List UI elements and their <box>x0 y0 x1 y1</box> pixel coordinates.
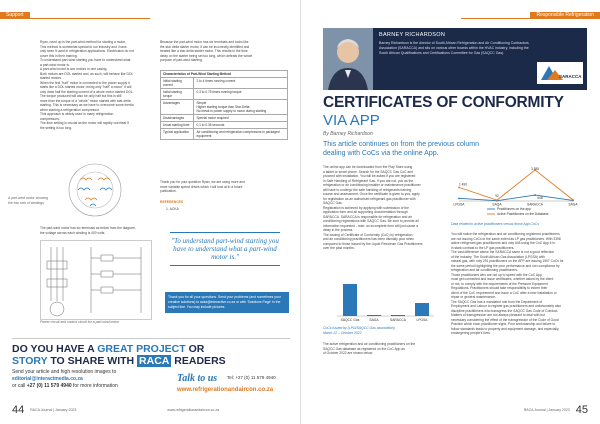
left-col2-line: Because the part-wind motor has six terminals and looks like <box>160 40 249 44</box>
right-col2-line: natural gas, with only 291 practitioners on the APP are issuing 1597 CoCs for <box>451 259 564 263</box>
bar-saga <box>367 315 381 316</box>
right-col2-line: repair or general maintenance. <box>451 295 496 299</box>
references-list: 1. ACKA <box>166 207 179 211</box>
right-col2-line: Matters of transgression are not always pleasant to deal with but <box>451 313 546 317</box>
right-col2-line: or not, to comply with the requirements of the Pressure Equipment <box>451 281 548 286</box>
ad-line2-b: TO SHARE WITH <box>47 355 138 367</box>
legend-label: Active Practitioners on the Database <box>497 212 549 216</box>
questions-box <box>165 292 289 313</box>
left-col1-line: cover this in their training. <box>40 53 78 58</box>
author-photo-svg <box>323 28 373 90</box>
right-col2-line: Regulations. Practitioners should take responsibility to inform their <box>451 286 548 290</box>
right-col1-line: The issuing of Certificate of Conformity (CoC) by refrigeration <box>323 232 413 237</box>
table-row-label: Usual starting time <box>161 122 194 129</box>
right-col2-line: must get connected and issue certificates, whether asked by the client <box>451 277 554 281</box>
ad-line2-d: READERS <box>171 355 226 367</box>
ad-body2-a: or call <box>12 383 27 389</box>
table-row <box>161 115 288 122</box>
right-section-tag <box>530 12 600 19</box>
right-col2-line: follow standards leads to property and equipment damage, and especially, <box>451 326 560 331</box>
saracca-logo-svg <box>537 62 583 84</box>
line-chart <box>451 165 581 221</box>
wire-caption-line: the voltage across each winding is 400 volts. <box>40 230 106 235</box>
left-col1-line: A part-wind motor is two motors in one casing. <box>40 67 108 71</box>
right-col1-end <box>323 342 438 356</box>
references-heading: REFERENCES <box>160 200 184 204</box>
bar-chart-svg <box>331 278 436 324</box>
ad-line1-b: GREAT PROJECT <box>97 343 186 355</box>
right-col2-text <box>451 232 593 336</box>
ad-body1: Send your article and high resolution images to <box>12 369 117 375</box>
bar-tick-label: LPGSA <box>416 318 428 322</box>
thanks-line: publication. <box>160 189 177 193</box>
left-col1-line: started motors. <box>40 76 62 80</box>
right-col1-line: information requested - note: an incomplete form will just cause a <box>323 223 419 228</box>
right-col1-line: SARACCA. SARACCA is responsible for refrigeration and air <box>323 214 412 219</box>
bar-chart <box>331 278 436 324</box>
left-col2-line: treated like a star-delta starter motor. This results in the time <box>160 49 248 53</box>
series-point <box>458 197 460 199</box>
series-point <box>534 194 536 196</box>
left-col2-line: delay on the starter being set too long, which defeats the whole <box>160 53 253 58</box>
characteristics-table <box>160 70 288 140</box>
left-col1-line: a part-wind motor is. <box>40 62 70 67</box>
right-col1-line: SAQCC Gas. <box>323 201 343 205</box>
ad-headline <box>12 343 226 367</box>
author-name: BARNEY RICHARDSON <box>379 32 446 38</box>
left-col2-text <box>160 40 288 63</box>
wire-caption-line: The part-wind motor has six terminals as below from the diagram, <box>40 226 136 230</box>
right-col1-line: conditioning registrations with SAQCC Gas. Be sure to provide all <box>323 219 419 223</box>
table-row <box>161 122 288 129</box>
right-col2-line: are not issuing CoCs to the same extent as LP gas practitioners. With 3398 <box>451 236 561 241</box>
table-title: Characteristics of Part-Wind Starting Method <box>161 71 288 78</box>
author-bio: Barney Richardson is the director of South African Refrigeration and Air Conditioning Contractors Association (SARACCA) and sits on various other boards within the HVAC industry, including the South African Qualifications and Certifications Committee for Gas (SAQCC Gas). <box>379 41 529 55</box>
ad-phone: +27 (0) 11 579 4940 <box>26 383 72 389</box>
right-page-number: 45 <box>575 404 588 416</box>
ad-line2-a: STORY <box>12 355 48 367</box>
table-row-value: 0.3 to 0.75 times running torque <box>194 89 288 100</box>
table <box>160 70 288 140</box>
right-col2-line: Practice which each practitioner signs. Poor workmanship and failure to <box>451 322 556 326</box>
left-col1-line: starts like a DOL started motor; being only "half" a motor" it will <box>40 85 132 89</box>
table-row-value: Simple Higher starting torque than Star-Delta No break in power supply to motor during starting <box>194 100 288 115</box>
line-data-label: 648 <box>537 196 543 201</box>
series-line-1 <box>459 195 573 201</box>
table-row-label: Initial starting current <box>161 78 194 89</box>
author-box <box>323 28 587 90</box>
right-col2-line: discipline practitioners who transgress the SAQCC Gas Code of Conduct. <box>451 308 559 313</box>
left-footer-text: RACA Journal | January 2023 <box>30 408 77 412</box>
table-row-label: Advantages <box>161 100 194 115</box>
ad-site[interactable]: www.refrigerationandaircon.co.za <box>177 387 274 393</box>
right-col1-line: delay in the process. <box>323 228 354 232</box>
right-col1-line: over the past months. <box>323 246 355 250</box>
author-photo <box>323 28 373 90</box>
table-row-value: 2 to 4 times running current <box>194 78 288 89</box>
series-point <box>458 186 460 188</box>
table-row-label: Typical application <box>161 129 194 140</box>
saracca-logo-text: SARACCA <box>559 74 582 79</box>
left-col2-line: purpose of part-wind starting. <box>160 58 203 62</box>
line-chart-svg <box>451 165 581 221</box>
left-col1-line: starting. This is necessary as we have to overcome some inertia <box>40 103 134 107</box>
right-col2-line: necessary considering the effect of the transgression of the Code of Good <box>451 317 559 322</box>
table-row <box>161 100 288 115</box>
standfirst: This article continues on from the previous column dealing with CoCs via the online App. <box>323 141 480 157</box>
line-data-label: 1 490 <box>459 182 467 187</box>
right-col1-line: compared to those issued by the Liquid Petroleum Gas Practitioners <box>323 241 423 246</box>
line-data-label: 3 398 <box>531 167 539 171</box>
right-col1-line: a tablet or smart phone. Search for the SAQCC Gas CoC and <box>323 169 413 174</box>
right-col1-line: Registration is achieved by applying with submission of the <box>323 205 409 210</box>
byline: By Barney Richardson <box>323 131 373 137</box>
section-tag-label: Support <box>0 12 30 19</box>
right-col1-end-line: of October 2022 are shown below. <box>323 351 374 355</box>
motor-windings-svg <box>40 160 150 220</box>
left-col1-line: compressors. <box>40 116 60 121</box>
left-footer <box>12 404 219 416</box>
right-col2-line: The SAQCC Gas has a mandated role from the Department of <box>451 299 543 304</box>
table-row <box>161 89 288 100</box>
right-page <box>300 0 600 424</box>
bar-tick-label: SARACCA <box>390 318 406 322</box>
legend-label: Practitioners on the app <box>497 207 531 211</box>
right-col1-text <box>323 165 438 251</box>
right-col2-line: active refrigerant gas practitioners and only 648 using the CoC App it is <box>451 241 555 245</box>
line-tick-label: SARACCA <box>527 202 543 207</box>
right-col2-line: Employment and Labour to register gas practitioners and unfortunately also <box>451 304 561 308</box>
line-tick-label: SAQA <box>492 202 502 207</box>
bar-tick-label: SAQCC Gas <box>340 318 360 322</box>
series-line-2 <box>459 170 573 200</box>
right-col1-line: will have to undergo the safe handling of refrigerants training <box>323 187 412 192</box>
right-col1-end-line: SAQCC Gas database as registered on the CoC App as <box>323 346 405 351</box>
right-col1-line: application form and all supporting documentation through <box>323 210 408 214</box>
bar-tick-label: SAGA <box>369 318 379 322</box>
right-col1-line: refrigeration or air conditioning installer or maintenance practitioner <box>323 183 421 187</box>
right-col2-line: The vast difference above the SARACCA same is not a good reflection <box>451 250 555 254</box>
ad-line2-logo: RACA <box>139 355 170 367</box>
right-col1-line: course and assessment. Once the certificate is given to you, apply <box>323 192 420 196</box>
right-col2-line: in stark contrast to the LP gas practitioners. <box>451 245 515 250</box>
right-col1-line: in Safe Handling of Refrigerant Gas. If you are not, you as the <box>323 178 414 183</box>
right-footer-text: RACA Journal | January 2023 <box>523 408 570 412</box>
right-col2-line: endangering people's lives. <box>451 331 491 335</box>
ad-body2-b: for more information <box>71 383 118 389</box>
table-row <box>161 78 288 89</box>
left-col1-line: To understand part-wind starting you have to understand what <box>40 58 131 62</box>
table-row-label: Initial starting torque <box>161 89 194 100</box>
ad-talk: Talk to us <box>177 373 218 384</box>
table-row-value: Special motor required <box>194 115 288 122</box>
series-point <box>572 199 574 201</box>
left-footer-url: www.refrigerationandaircon.co.za <box>167 408 220 412</box>
headline-sub: VIA APP <box>323 112 380 129</box>
ad-body <box>12 369 162 390</box>
questions-box-text: Thank you for all your questions. Send your problems (and sometimes your creative solutions) to acka@interactive.co.za or with 'Solutions Page' in the subject line. You may include pictures. <box>168 295 281 309</box>
left-col1-line: only draw half the starting current of a whole motor started DOL. <box>40 89 134 94</box>
right-col2-line: refrigeration and air conditioning practitioners. <box>451 268 518 272</box>
thanks-line: Thank you for your question Ryan, we are using more and <box>160 180 245 184</box>
ad-line1-c: OR <box>185 343 205 355</box>
table-row-label: Disadvantages <box>161 115 194 122</box>
thanks-line: more variable speed drives which I will look at in a future <box>160 184 243 189</box>
bar-saracca <box>391 315 405 316</box>
circuit-svg <box>41 241 151 319</box>
line-caption: Data related to active practitioners versus those App CoCs <box>451 222 539 226</box>
circuit-caption: Power circuit and control circuit for a part-wind motor <box>40 320 120 324</box>
right-col2-line: client of the CoC requirement and issue a CoC after a new installation or <box>451 290 557 295</box>
pull-quote: "To understand part-wind starting you have to understand what a part-wind motor is." <box>170 232 280 266</box>
right-col1-line: proceed with installation. You will be asked if you are registered <box>323 174 416 178</box>
circuit-diagram <box>40 240 152 320</box>
tag-rule <box>0 18 150 19</box>
table-row <box>161 129 288 140</box>
left-col2-line: the star delta starter motor, it can be incorrectly identified and <box>160 44 250 49</box>
right-col2-line: You will notice the refrigeration and air conditioning registered practitioners <box>451 232 560 236</box>
thanks-text <box>160 180 288 194</box>
bar-caption-2: March 22 – October 2022 <box>323 331 362 335</box>
table-row-value: Air conditioning and refrigeration compressors in packaged equipment <box>194 129 288 140</box>
headline: CERTIFICATES OF CONFORMITY <box>323 94 564 111</box>
left-col1-line: Ryan, need up is the part-wind method for starting a motor. <box>40 40 126 44</box>
left-col1-line: This approach is widely used in many refrigeration <box>40 112 114 116</box>
left-col1-text <box>40 40 150 130</box>
right-col1-line: for registration as an authorised refrigerant gas practitioner with <box>323 196 416 201</box>
right-footer <box>524 404 588 416</box>
saracca-logo <box>537 62 583 84</box>
left-col1-line: When the first "half" motor is connected to the power supply it <box>40 80 130 85</box>
line-tick-label: SAGA <box>568 202 578 207</box>
bar-saqcc-gas <box>343 284 357 316</box>
left-col1-line: when starting a refrigeration compressor. <box>40 107 100 112</box>
left-page-number: 44 <box>12 404 25 416</box>
bar-lpgsa <box>415 303 429 316</box>
left-col1-line: more than the torque of a "whole" motor started with star-delta <box>40 98 131 103</box>
line-data-label: 92 <box>495 194 499 199</box>
ad-talk-phone: Tel: +27 (0) 11 579 4940 <box>227 375 276 380</box>
left-col1-line: This method is somewhat special to our industry and I have <box>40 44 127 49</box>
line-tick-label: LPGSA <box>453 202 465 207</box>
series-point <box>496 199 498 201</box>
right-col2-line: Those practitioners who are not up to speed with the CoC App <box>451 272 542 277</box>
wire-caption <box>40 226 150 235</box>
left-col1-line: the setting is too long. <box>40 125 73 130</box>
bar-caption: CoCs issued by (LPG/SAQCC Gas association) <box>323 326 395 330</box>
ad-email[interactable]: editorial@interactmedia.co.za <box>12 376 83 382</box>
right-col1-end-line: The active refrigeration and air conditioning practitioners on the <box>323 342 416 346</box>
right-col1-line: The online app can be downloaded from the Play Store using <box>323 165 413 169</box>
diagram-caption: A part-wind motor showing the two sets of windings <box>8 196 49 205</box>
right-col2-line: of the industry. The South African Gas Association (LPGSA) with <box>451 254 545 259</box>
left-col1-line: The time setting is crucial as the motor will rapidly overheat if <box>40 121 129 125</box>
right-section-tag-label: Responsible Refrigeration <box>530 12 600 19</box>
ad-line1-a: DO YOU HAVE A <box>12 343 98 355</box>
right-col2-line: the same period highlighting the poor performance and non-compliance by <box>451 263 560 268</box>
advert <box>12 338 290 399</box>
table-row-value: 0.1 to 0.35 seconds <box>194 122 288 129</box>
motor-diagram <box>40 160 150 220</box>
left-col1-line: only seen it used in refrigeration applications. Electricians do not <box>40 49 134 53</box>
left-col1-line: The torque produced will also be only half but this is still <box>40 94 122 98</box>
left-col1-line: Both motors are DOL started and, as such, will behave like DOL <box>40 71 134 76</box>
right-col1-line: and air conditioning practitioners has been dismally poor when <box>323 237 415 241</box>
